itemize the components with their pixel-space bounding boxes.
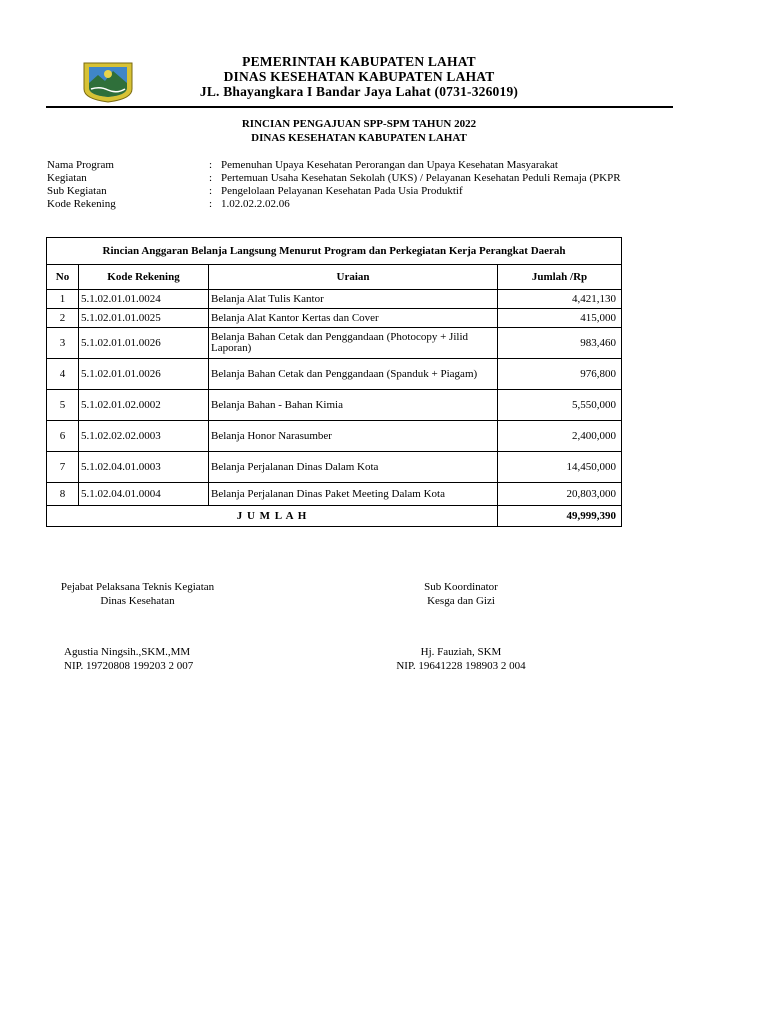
row-no: 1 [47, 290, 79, 309]
signature-left-title: Pejabat Pelaksana Teknis Kegiatan [60, 581, 215, 593]
row-no: 6 [47, 421, 79, 452]
column-header-kode: Kode Rekening [79, 265, 209, 290]
total-label: J U M L A H [47, 506, 498, 527]
signature-right-unit: Kesga dan Gizi [427, 595, 495, 607]
row-uraian: Belanja Perjalanan Dinas Dalam Kota [209, 452, 498, 483]
row-jumlah: 415,000 [498, 309, 622, 328]
info-value-sub-kegiatan: Pengelolaan Pelayanan Kesehatan Pada Usia Produktif [221, 185, 463, 197]
row-kode: 5.1.02.04.01.0003 [79, 452, 209, 483]
row-no: 4 [47, 359, 79, 390]
info-label-kode-rekening: Kode Rekening [47, 198, 116, 210]
total-value: 49,999,390 [498, 506, 622, 527]
header-divider [46, 106, 673, 108]
signature-right-nip: NIP. 19641228 198903 2 004 [396, 660, 526, 672]
table-row [47, 359, 622, 390]
row-uraian: Belanja Bahan Cetak dan Penggandaan (Spanduk + Piagam) [209, 359, 498, 390]
row-kode: 5.1.02.01.01.0026 [79, 328, 209, 359]
info-label-kegiatan: Kegiatan [47, 172, 87, 184]
table-row [47, 328, 622, 359]
info-label-program: Nama Program [47, 159, 114, 171]
row-uraian: Belanja Alat Tulis Kantor [209, 290, 498, 309]
row-kode: 5.1.02.01.02.0002 [79, 390, 209, 421]
signature-left-nip: NIP. 19720808 199203 2 007 [64, 660, 194, 672]
budget-table [46, 237, 622, 527]
row-jumlah: 976,800 [498, 359, 622, 390]
row-kode: 5.1.02.04.01.0004 [79, 483, 209, 506]
row-uraian: Belanja Bahan - Bahan Kimia [209, 390, 498, 421]
row-jumlah: 983,460 [498, 328, 622, 359]
header-line-government: PEMERINTAH KABUPATEN LAHAT [242, 54, 476, 69]
row-kode: 5.1.02.01.01.0025 [79, 309, 209, 328]
table-row [47, 452, 622, 483]
row-kode: 5.1.02.02.02.0003 [79, 421, 209, 452]
document-subtitle: DINAS KESEHATAN KABUPATEN LAHAT [251, 132, 467, 144]
row-uraian: Belanja Alat Kantor Kertas dan Cover [209, 309, 498, 328]
info-colon: : [209, 172, 213, 184]
column-header-jumlah: Jumlah /Rp [498, 265, 622, 290]
table-row [47, 421, 622, 452]
row-kode: 5.1.02.01.01.0026 [79, 359, 209, 390]
total-row [47, 506, 622, 527]
row-jumlah: 5,550,000 [498, 390, 622, 421]
table-caption: Rincian Anggaran Belanja Langsung Menurut Program dan Perkegiatan Kerja Perangkat Daerah [47, 238, 622, 265]
table-row [47, 390, 622, 421]
info-label-sub-kegiatan: Sub Kegiatan [47, 185, 107, 197]
header-line-address: JL. Bhayangkara I Bandar Jaya Lahat (0731-326019) [199, 84, 519, 99]
row-no: 8 [47, 483, 79, 506]
row-uraian: Belanja Perjalanan Dinas Paket Meeting Dalam Kota [209, 483, 498, 506]
row-jumlah: 14,450,000 [498, 452, 622, 483]
row-no: 5 [47, 390, 79, 421]
signature-right-title: Sub Koordinator [424, 581, 498, 593]
column-header-no: No [47, 265, 79, 290]
info-colon: : [209, 159, 213, 171]
row-jumlah: 2,400,000 [498, 421, 622, 452]
signature-right-name: Hj. Fauziah, SKM [420, 646, 502, 658]
row-uraian: Belanja Honor Narasumber [209, 421, 498, 452]
signature-left-unit: Dinas Kesehatan [100, 595, 175, 607]
info-value-kegiatan: Pertemuan Usaha Kesehatan Sekolah (UKS) / Pelayanan Kesehatan Peduli Remaja (PKPR [221, 172, 621, 184]
info-value-kode-rekening: 1.02.02.2.02.06 [221, 198, 290, 210]
document-title: RINCIAN PENGAJUAN SPP-SPM TAHUN 2022 [241, 118, 477, 130]
signature-left-name: Agustia Ningsih.,SKM.,MM [64, 646, 191, 658]
row-no: 2 [47, 309, 79, 328]
header-line-agency: DINAS KESEHATAN KABUPATEN LAHAT [223, 69, 495, 84]
table-row [47, 290, 622, 309]
info-value-program: Pemenuhan Upaya Kesehatan Perorangan dan Upaya Kesehatan Masyarakat [221, 159, 558, 171]
row-kode: 5.1.02.01.01.0024 [79, 290, 209, 309]
row-uraian: Belanja Bahan Cetak dan Penggandaan (Photocopy + Jilid Laporan) [209, 328, 498, 359]
info-colon: : [209, 198, 213, 210]
info-colon: : [209, 185, 213, 197]
table-row [47, 309, 622, 328]
row-jumlah: 4,421,130 [498, 290, 622, 309]
row-jumlah: 20,803,000 [498, 483, 622, 506]
row-no: 3 [47, 328, 79, 359]
table-row [47, 483, 622, 506]
column-header-uraian: Uraian [209, 265, 498, 290]
row-no: 7 [47, 452, 79, 483]
